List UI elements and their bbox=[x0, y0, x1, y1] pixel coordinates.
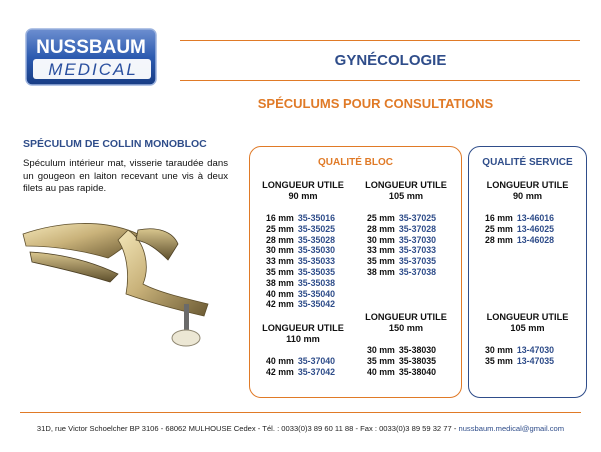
service-group-head-105 bbox=[475, 312, 580, 334]
table-row: 40 mm 35-35040 bbox=[266, 288, 336, 299]
page-category: GYNÉCOLOGIE bbox=[334, 52, 447, 69]
table-row: 35 mm 35-37035 bbox=[367, 256, 437, 267]
table-row: 33 mm 35-35033 bbox=[266, 256, 336, 267]
header-divider-left bbox=[180, 40, 580, 41]
table-row: 38 mm 35-35038 bbox=[266, 277, 336, 288]
rows-105 bbox=[367, 213, 436, 278]
table-row: 25 mm 13-46025 bbox=[485, 223, 555, 234]
group-head-label: LONGUEUR UTILE bbox=[262, 180, 344, 190]
table-row: 28 mm 35-35028 bbox=[266, 234, 336, 245]
group-head-label: LONGUEUR UTILE bbox=[486, 180, 569, 190]
table-row: 30 mm 35-35030 bbox=[266, 245, 336, 256]
product-description: Spéculum intérieur mat, visserie taraudée dans un gougeon en laiton recevant une vis à deux filets au pas rapide. bbox=[23, 158, 228, 194]
table-row: 35 mm 35-35035 bbox=[266, 266, 336, 277]
table-row: 42 mm 35-37042 bbox=[266, 366, 336, 377]
service-rows-90 bbox=[485, 213, 554, 245]
group-head-label: LONGUEUR UTILE bbox=[262, 323, 344, 333]
group-head-105 bbox=[360, 180, 452, 202]
header-divider-bottom bbox=[180, 80, 580, 81]
logo-line2: MEDICAL bbox=[48, 60, 138, 79]
group-head-90 bbox=[258, 180, 348, 202]
quality-bloc-title: QUALITÉ BLOC bbox=[318, 157, 393, 168]
footer-divider bbox=[20, 412, 581, 413]
speculum-image bbox=[18, 212, 238, 390]
table-row: 42 mm 35-35042 bbox=[266, 299, 336, 310]
table-row: 30 mm 35-37030 bbox=[367, 234, 437, 245]
footer-address: 31D, rue Victor Schoelcher BP 3106 - 68062 MULHOUSE Cedex - Tél. : 0033(0)3 89 60 11 88 - Fax : 0033(0)3 89 59 32 77 - bbox=[36, 424, 459, 433]
service-group-head-90 bbox=[475, 180, 580, 202]
group-head-150 bbox=[360, 312, 452, 334]
footer bbox=[0, 424, 601, 433]
group-head-label: LONGUEUR UTILE bbox=[365, 180, 447, 190]
page-subtitle: SPÉCULUMS POUR CONSULTATIONS bbox=[257, 96, 494, 111]
group-head-value: 105 mm bbox=[510, 323, 545, 333]
quality-service-title: QUALITÉ SERVICE bbox=[482, 157, 573, 168]
group-head-value: 105 mm bbox=[388, 191, 424, 201]
group-head-value: 110 mm bbox=[286, 334, 320, 344]
group-head-value: 90 mm bbox=[288, 191, 318, 201]
table-row: 40 mm 35-38040 bbox=[367, 366, 437, 377]
product-title: SPÉCULUM DE COLLIN MONOBLOC bbox=[23, 138, 207, 150]
table-row: 25 mm 35-35025 bbox=[266, 223, 336, 234]
group-head-value: 150 mm bbox=[388, 323, 424, 333]
logo-line1: NUSSBAUM bbox=[36, 37, 146, 58]
quality-bloc-box bbox=[249, 146, 462, 398]
table-row: 33 mm 35-37033 bbox=[367, 245, 437, 256]
table-row: 35 mm 13-47035 bbox=[485, 355, 555, 366]
table-row: 25 mm 35-37025 bbox=[367, 213, 437, 223]
table-row: 30 mm 13-47030 bbox=[485, 345, 555, 355]
table-row: 40 mm 35-37040 bbox=[266, 356, 336, 366]
group-head-label: LONGUEUR UTILE bbox=[486, 312, 569, 322]
group-head-label: LONGUEUR UTILE bbox=[365, 312, 447, 322]
table-row: 38 mm 35-37038 bbox=[367, 266, 437, 277]
table-row: 28 mm 35-37028 bbox=[367, 223, 437, 234]
rows-150 bbox=[367, 345, 436, 377]
footer-email-link[interactable]: nussbaum.medical@gmail.com bbox=[458, 424, 565, 433]
group-head-value: 90 mm bbox=[512, 191, 543, 201]
nussbaum-medical-logo bbox=[25, 28, 157, 86]
rows-110 bbox=[266, 356, 335, 378]
table-row: 30 mm 35-38030 bbox=[367, 345, 437, 355]
quality-service-box bbox=[468, 146, 587, 398]
table-row: 16 mm 13-46016 bbox=[485, 213, 555, 223]
service-rows-105 bbox=[485, 345, 554, 367]
table-row: 35 mm 35-38035 bbox=[367, 355, 437, 366]
table-row: 16 mm 35-35016 bbox=[266, 213, 336, 223]
group-head-110 bbox=[258, 323, 348, 345]
table-row: 28 mm 13-46028 bbox=[485, 234, 555, 245]
rows-90 bbox=[266, 213, 335, 310]
